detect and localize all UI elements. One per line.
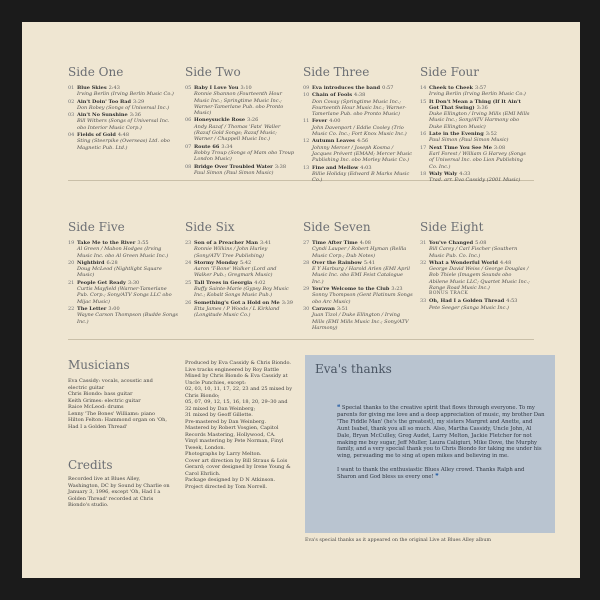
track-title: Late in the Evening: [429, 131, 484, 138]
track-item: [185, 144, 295, 163]
track-number: 06: [185, 117, 192, 124]
track-title: Eva introduces the band: [312, 85, 381, 91]
musicians-list: [68, 378, 172, 430]
musician-line: Keith Grimes: electric guitar: [68, 397, 141, 404]
track-title: You've Changed: [429, 240, 474, 246]
side-heading: Side One: [68, 65, 124, 79]
track-item: [185, 240, 295, 259]
track-duration: 3:10: [240, 85, 252, 91]
track-duration: 3:00: [108, 305, 120, 312]
track-number: 31: [420, 240, 427, 246]
production-line: 05, 07, 09, 12, 15, 16, 18, 20, 29–30 and 32 mixed by Dan Weinberg;: [185, 399, 288, 412]
track-duration: 3:52: [485, 131, 497, 138]
track-credit: Bill Carey / Carl Fischer (Southern Music Pub. Co. Inc.): [429, 246, 518, 259]
track-list: [303, 85, 413, 183]
track-credit: Paul Simon (Paul Simon Music): [429, 137, 509, 144]
track-title: Waly Waly: [429, 170, 458, 177]
track-item: [68, 280, 178, 305]
production-line: Vinyl mastering by Pete Norman, Finyl Tweek, London.: [185, 438, 284, 451]
track-title: Blue Skies: [77, 85, 107, 91]
track-credit: Aaron 'T-Bone' Walker (Lord and Walker Pub.; Gregmark Music): [194, 266, 277, 279]
track-number: 03: [68, 112, 75, 119]
track-credit: Sonny Thompson (Gent Platinum Songs obo Arc Music): [312, 292, 413, 305]
track-title: Caravan: [312, 305, 335, 312]
thanks-body: Special thanks to the creative spirit that flows through everyone. To my parents for giving me love and a deep appreciation of music, my brother Dan 'The Fiddle Man' (he's the greatest), my sisters Margret and Anette, and Aunt Isabel, thank you all so much. Also, Martha Cassidy, Uncle John, Al Dale, Bryan McCulley, Greg Audet, Larry Melton, Jackie Fletcher for not making me buy sugar, Jeff Muller, Laura Caligiuri, Mike Dove, the Murphy family, and a very special thank you to Chris Biondo for taking me under his wing, persuading me to sing at open mikes and believing in me.: [337, 405, 545, 460]
track-number: 25: [185, 279, 192, 286]
track-item: [185, 117, 295, 142]
track-number: 22: [68, 305, 75, 312]
track-title: Something's Got a Hold on Me: [194, 299, 280, 306]
production-line: 31 mixed by Geoff Gillette.: [185, 412, 253, 418]
track-credit: Doug McLeod (Nightlight Square Music): [77, 266, 162, 279]
track-number: 28: [303, 259, 310, 266]
track-credit: Curtis Mayfield (Warner-Tamerlane Pub. Corp.; Sony/ATV Songs LLC obo Mijac Music): [77, 286, 172, 305]
track-credit: Wayne Carson Thompson (Budde Songs Inc.): [77, 312, 178, 325]
track-duration: 3:08: [493, 144, 506, 151]
track-title: Fever: [312, 118, 328, 125]
track-duration: 4:48: [117, 132, 130, 139]
track-number: 09: [303, 85, 310, 91]
track-duration: 6:28: [106, 259, 118, 266]
track-duration: 5:41: [363, 259, 376, 266]
track-list: [185, 85, 295, 176]
track-title: People Get Ready: [77, 279, 126, 286]
production-line: Live tracks engineered by Roy Battle: [185, 366, 279, 373]
track-item: [185, 260, 295, 279]
track-credit: Ronnie Wilkins / John Hurley (Sony/ATV Tree Publishing): [194, 246, 268, 259]
track-credit: Etta James / P Woods / L Kirkland (Longitude Music Co.): [194, 305, 280, 319]
track-number: 08: [185, 163, 192, 170]
track-duration: 2:43: [108, 85, 120, 91]
side-heading: Side Six: [185, 220, 235, 234]
production-credits: [185, 360, 295, 490]
track-number: 20: [68, 259, 75, 266]
track-duration: 4:03: [360, 164, 372, 171]
track-item: [68, 306, 178, 325]
musician-line: Chris Biondo: bass guitar: [68, 391, 133, 397]
track-item: [185, 280, 295, 299]
track-credit: Johnny Mercer / Joseph Kosma / Jacques Prévert (EMAM; Mercer Music Publishing Inc. obo Morley Music Co.): [312, 144, 413, 164]
track-item: [420, 99, 530, 130]
track-duration: 3:30: [127, 279, 140, 286]
track-item: [303, 286, 413, 305]
track-title: Son of a Preacher Man: [194, 240, 258, 246]
track-duration: 4:38: [354, 92, 366, 99]
track-duration: 3:26: [247, 117, 259, 124]
track-list: [303, 240, 413, 331]
track-duration: 0:57: [382, 85, 394, 91]
track-item: [420, 171, 530, 184]
track-number: 14: [420, 85, 427, 91]
musicians-heading: Musicians: [68, 358, 130, 372]
track-title: Oh, Had I a Golden Thread: [429, 298, 505, 305]
track-credit: Bobby Troup (Songs of Mam obo Troup London Music): [194, 149, 295, 163]
track-duration: 3:41: [260, 240, 272, 246]
track-number: 04: [68, 132, 75, 139]
open-quote-icon: ❝: [337, 404, 341, 411]
track-duration: 5:08: [475, 240, 487, 246]
track-item: [420, 260, 530, 291]
track-title: Over the Rainbow: [312, 259, 362, 266]
track-item: [185, 164, 295, 177]
production-line: Mixed by Chris Biondo & Eva Cassidy at Uncle Punchies, except:: [185, 373, 288, 386]
track-credit: Duke Ellington / Irving Mills (EMI Mills Music Inc.; Sony/ATV Harmony obo Duke Ellington Music): [429, 111, 530, 130]
thanks-text: [337, 405, 545, 481]
track-list: [420, 85, 530, 183]
track-title: Tall Trees in Georgia: [194, 279, 253, 286]
track-number: 30: [303, 305, 310, 312]
track-item: [68, 132, 178, 151]
credit-line: Recorded live at Blues Alley, Washington, DC by Sound by Charlie on January 3, 1996, except 'Oh, Had I a Golden Thread' recorded at Chris Biondo's studio.: [68, 476, 170, 508]
side-heading: Side Seven: [303, 220, 371, 234]
credits-heading: Credits: [68, 458, 113, 472]
track-title: Nightbird: [77, 259, 105, 266]
track-number: 13: [303, 164, 310, 171]
track-number: 18: [420, 170, 427, 177]
track-item: [303, 92, 413, 117]
track-number: 32: [420, 259, 427, 266]
track-title: Route 66: [194, 143, 220, 150]
thanks-heading: Eva's thanks: [315, 362, 392, 376]
track-title: Chain of Fools: [312, 92, 353, 99]
track-credit: Trad. arr. Eva Cassidy (2001 Music): [429, 177, 521, 184]
track-duration: 4:02: [254, 279, 266, 286]
track-list: [68, 240, 178, 325]
track-item: [420, 131, 530, 144]
track-credit: John Davenport / Eddie Cooley (Trio Music Co. Inc.; Fort Knox Music Inc.): [312, 124, 407, 138]
track-item: [68, 112, 178, 131]
close-quote-icon: ❞: [435, 473, 439, 481]
musician-line: Eva Cassidy: vocals, acoustic and electric guitar: [68, 378, 153, 391]
track-list: [420, 240, 530, 311]
track-title: Next Time You See Me: [429, 144, 492, 151]
side-heading: Side Four: [420, 65, 480, 79]
track-title: Honeysuckle Rose: [194, 117, 246, 124]
track-list: [185, 240, 295, 319]
track-title: Autumn Leaves: [312, 138, 355, 145]
track-credit: Paul Simon (Paul Simon Music): [194, 169, 274, 176]
track-title: Take Me to the River: [77, 240, 136, 246]
track-duration: 4:48: [500, 259, 512, 266]
track-number: 27: [303, 240, 310, 246]
track-number: 01: [68, 85, 75, 91]
track-item: [420, 145, 530, 170]
track-item: [68, 260, 178, 279]
side-heading: Side Three: [303, 65, 370, 79]
track-item: [68, 240, 178, 259]
production-line: Project directed by Tom Norrell.: [185, 483, 268, 490]
production-line: Package designed by D N Atkinson.: [185, 477, 276, 483]
track-number: 29: [303, 286, 310, 293]
track-title: It Don't Mean a Thing (If It Ain't Got That Swing): [429, 98, 521, 111]
track-list: [68, 85, 178, 151]
track-title: Fine and Mellow: [312, 164, 359, 171]
side-heading: Side Two: [185, 65, 241, 79]
track-item: [303, 260, 413, 285]
track-duration: 3:36: [129, 112, 141, 119]
track-number: 23: [185, 240, 192, 246]
track-number: 21: [68, 279, 75, 286]
track-duration: 4:56: [356, 138, 369, 145]
track-credit: Cyndi Lauper / Robert Hyman (Rellla Music Corp.; Dub Notes): [312, 246, 407, 259]
track-duration: 4:53: [506, 298, 518, 305]
track-credit: George David Weiss / George Douglas / Bob Thiele (Imagem Sounds obo Abilene Music LLC; Quartet Music Inc.; Range Road Music Inc.): [429, 266, 530, 292]
track-item: [68, 85, 178, 98]
eva-thanks-panel: [305, 355, 555, 533]
track-credit: Don Covay (Springtime Music Inc.; Fourteenth Hour Music Inc.; Warner-Tamerlane Pub. obo Pronto Music): [312, 98, 407, 118]
track-credit: Buffy Sainte-Marie (Gypsy Boy Music Inc.; Kobalt Songs Music Pub.): [194, 286, 289, 299]
production-line: Pre-mastered by Dan Weinberg.: [185, 418, 267, 425]
track-number: 02: [68, 98, 75, 105]
track-title: What a Wonderful World: [429, 259, 499, 266]
track-duration: 4:00: [329, 118, 341, 125]
track-credit: E Y Harburg / Harold Arlen (EMI April Music Inc. obo EMI Feist Catalogue Inc.): [312, 266, 410, 285]
track-credit: Earl Forest / William G Harvey (Songs of Universal Inc. obo Lion Publishing Co. Inc.): [429, 150, 526, 170]
track-credit: Andy Razaf / Thomas 'Fats' Waller (Razaf Gold Songs; Razaf Music; Warner / Chappell Music Inc.): [194, 123, 281, 143]
track-duration: 3:39: [281, 299, 293, 306]
production-line: Mastered by Robert Vosgien, Capitol Records Mastering, Hollywood, CA.: [185, 425, 279, 438]
thanks-closing: I want to thank the enthusiastic Blues Alley crowd. Thanks Ralph and Sharon and God bless us every one!: [337, 467, 525, 481]
track-credit: Al Green / Mabon Hodges (Irving Music Inc. obo Al Green Music Inc.): [77, 246, 169, 259]
track-duration: 3:34: [221, 143, 233, 150]
musician-line: Raice McLeod: drums: [68, 404, 124, 410]
track-credit: Bill Withers (Songs of Universal Inc. obo Interior Music Corp.): [77, 118, 170, 131]
side-heading: Side Eight: [420, 220, 484, 234]
track-number: 19: [68, 240, 75, 246]
track-title: The Letter: [77, 305, 107, 312]
track-item: [303, 85, 413, 91]
track-number: 17: [420, 144, 427, 151]
track-number: 12: [303, 138, 310, 145]
track-title: Ain't No Sunshine: [77, 112, 128, 119]
divider-middle: [68, 339, 534, 340]
track-number: 16: [420, 131, 427, 138]
track-title: Baby I Love You: [194, 85, 239, 91]
track-credit: Irving Berlin (Irving Berlin Music Co.): [429, 91, 526, 98]
track-number: 24: [185, 259, 192, 266]
track-number: 07: [185, 143, 192, 150]
production-line: Cover art direction by Bill Straus & Lois Gerard; cover designed by Irene Young & Carol Ehrlich.: [185, 457, 291, 477]
production-line: 02, 03, 10, 11, 17, 22, 23 and 25 mixed by Chris Biondo;: [185, 386, 293, 399]
track-title: Cheek to Cheek: [429, 85, 474, 91]
track-duration: 3:51: [336, 305, 349, 312]
track-duration: 3:55: [137, 240, 149, 246]
track-duration: 4:08: [359, 240, 371, 246]
track-duration: 3:23: [391, 286, 403, 293]
track-item: [303, 118, 413, 137]
track-item: [303, 165, 413, 184]
thanks-caption: Eva's special thanks as it appeared on the original Live at Blues Alley album: [305, 538, 492, 543]
track-item: [185, 300, 295, 319]
track-credit: Ronnie Shannon (Fourteenth Hour Music Inc.; Springtime Music Inc.; Warner-Tamerlane Pub. obo Pronto Music): [194, 91, 284, 117]
track-duration: 3:36: [476, 104, 488, 111]
track-item: [420, 85, 530, 98]
production-line: Photographs by Larry Melton.: [185, 451, 262, 457]
musician-line: Lenny 'The Bones' Williams: piano: [68, 410, 156, 417]
track-item: [420, 298, 530, 311]
track-title: Ain't Doin' Too Bad: [77, 98, 131, 105]
track-number: 26: [185, 299, 192, 306]
track-credit: Irving Berlin (Irving Berlin Music Co.): [77, 91, 174, 98]
bonus-track-label: BONUS TRACK: [429, 291, 469, 297]
track-title: Time After Time: [312, 240, 358, 246]
track-credit: Billie Holiday (Edward B Marks Music Co.): [312, 170, 410, 184]
track-item: [303, 138, 413, 163]
track-item: [303, 306, 413, 331]
credits-text: [68, 476, 172, 509]
track-duration: 5:42: [239, 259, 252, 266]
track-credit: Juan Tizol / Duke Ellington / Irving Mills (EMI Mills Music Inc.; Sony/ATV Harmony): [312, 312, 409, 331]
track-duration: 3:29: [133, 98, 145, 105]
track-number: 11: [303, 118, 310, 125]
track-title: Fields of Gold: [77, 132, 116, 139]
track-credit: Don Robey (Songs of Universal Inc.): [77, 104, 170, 111]
track-duration: 4:33: [459, 170, 471, 177]
musician-line: Hilton Felton: Hammond organ on 'Oh, Had I a Golden Thread': [68, 417, 167, 430]
track-item: [303, 240, 413, 259]
track-duration: 3:38: [274, 163, 287, 170]
track-number: 05: [185, 85, 192, 91]
track-credit: Sting (Steerpike (Overseas) Ltd. obo Magnetic Pub. Ltd.): [77, 138, 170, 151]
track-title: Bridge Over Troubled Water: [194, 163, 273, 170]
track-number: 15: [420, 98, 427, 105]
track-number: 33: [420, 298, 427, 305]
track-item: [68, 99, 178, 112]
track-credit: Pete Seeger (Sanga Music Inc.): [429, 304, 509, 311]
track-item: [185, 85, 295, 116]
track-number: 10: [303, 92, 310, 99]
liner-notes-sheet: [22, 22, 580, 578]
side-heading: Side Five: [68, 220, 125, 234]
track-title: You're Welcome to the Club: [312, 286, 390, 293]
track-duration: 3:57: [475, 85, 487, 91]
track-item: [420, 240, 530, 259]
production-line: Produced by Eva Cassidy & Chris Biondo.: [185, 360, 291, 366]
track-title: Stormy Monday: [194, 259, 238, 266]
